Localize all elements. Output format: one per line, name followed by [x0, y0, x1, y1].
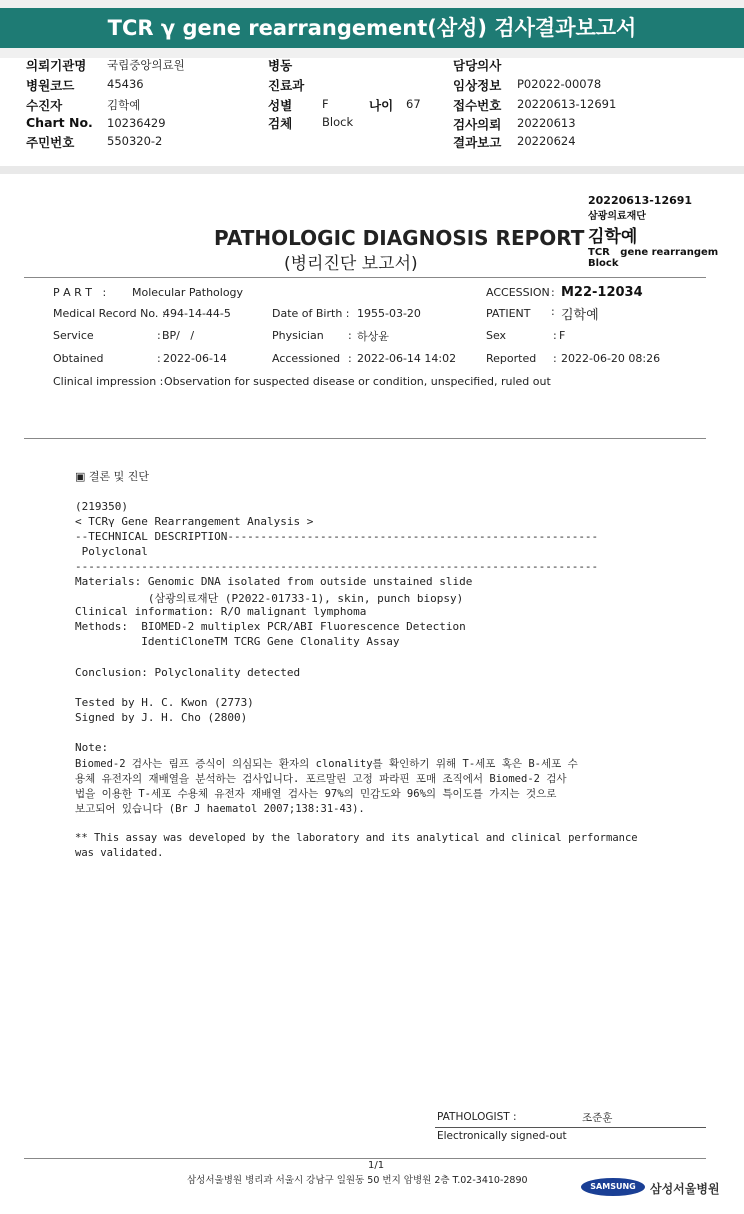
stamp-test: TCR gene rearrangem — [588, 247, 719, 258]
note-line-3: 법을 이용한 T-세포 수용체 유전자 재배열 검사는 97%의 민감도와 96%의 특이도를 가지는 것으로 — [75, 788, 557, 800]
patient-value-2: 김학예 — [561, 308, 599, 323]
section-title: ▣ 결론 및 진단 — [75, 470, 150, 483]
assay-line-1: ** This assay was developed by the laboratory and its analytical and clinical performance — [75, 832, 638, 844]
divider — [24, 438, 706, 439]
service-label: Service — [53, 329, 94, 342]
impression-value: Observation for suspected disease or condition, unspecified, ruled out — [164, 375, 551, 388]
report-date-value: 20220624 — [517, 134, 576, 148]
footer-address: 삼성서울병원 병리과 서울시 강남구 일원동 50 번지 암병원 2층 T.02-3410-2890 — [187, 1175, 528, 1186]
physician-value: 하상윤 — [357, 330, 389, 343]
report-date-label: 결과보고 — [453, 135, 502, 150]
hospital-label: 의뢰기관명 — [26, 58, 87, 73]
physician-colon: : — [348, 329, 352, 342]
accessioned-label: Accessioned — [272, 352, 341, 365]
obtained-label: Obtained — [53, 352, 104, 365]
request-header — [0, 56, 744, 166]
separator-bar — [0, 166, 744, 174]
ward-label: 병동 — [268, 58, 293, 73]
mrn-label: Medical Record No. : — [53, 307, 166, 320]
signed-out: Electronically signed-out — [437, 1130, 567, 1142]
clinical-info: Clinical information: R/O malignant lymphoma — [75, 605, 367, 618]
patient-value: 김학예 — [107, 98, 141, 112]
chart-value: 10236429 — [107, 116, 166, 130]
result-polyclonal: Polyclonal — [75, 545, 148, 558]
materials-line-2: (삼광의료재단 (P2022-01733-1), skin, punch biopsy) — [75, 592, 464, 605]
reported-colon: : — [553, 352, 557, 365]
dob-value: 1955-03-20 — [357, 307, 421, 320]
accession-value: M22-12034 — [561, 285, 643, 300]
note-line-1: Biomed-2 검사는 림프 증식이 의심되는 환자의 clonality를 확인하기 위해 T-세포 혹은 B-세포 수 — [75, 758, 578, 770]
methods-line-2: IdentiCloneTM TCRG Gene Clonality Assay — [75, 635, 400, 648]
accession-colon: : — [551, 286, 555, 299]
service-value: BP/ / — [162, 329, 195, 342]
patient-colon: : — [551, 305, 555, 318]
reported-value: 2022-06-20 08:26 — [561, 352, 661, 365]
specimen-stamp — [588, 194, 718, 269]
methods-line-1: Methods: BIOMED-2 multiplex PCR/ABI Fluorescence Detection — [75, 620, 466, 633]
dash-separator: ------------------------------------------------------------------------------- — [75, 560, 599, 573]
accessioned-colon: : — [348, 352, 352, 365]
hcode-value: 45436 — [107, 77, 144, 91]
accessioned-value: 2022-06-14 14:02 — [357, 352, 457, 365]
id-label: 주민번호 — [26, 135, 75, 150]
clinical-label: 임상정보 — [453, 78, 502, 93]
specimen-value: Block — [322, 115, 354, 129]
id-value: 550320-2 — [107, 134, 163, 148]
analysis-title: < TCRγ Gene Rearrangement Analysis > — [75, 515, 314, 528]
pathologist-label: PATHOLOGIST : — [437, 1111, 517, 1123]
divider — [24, 277, 706, 278]
conclusion: Conclusion: Polyclonality detected — [75, 666, 301, 679]
receipt-label: 접수번호 — [453, 98, 502, 113]
hcode-label: 병원코드 — [26, 78, 75, 93]
dept-label: 진료과 — [268, 78, 305, 93]
sex-colon: : — [553, 329, 557, 342]
hospital-value: 국립중앙의료원 — [107, 58, 185, 72]
hospital-logo-text: 삼성서울병원 — [650, 1182, 720, 1196]
physician-label: Physician — [272, 329, 324, 342]
signed-by: Signed by J. H. Cho (2800) — [75, 711, 248, 724]
page-title: TCR γ gene rearrangement(삼성) 검사결과보고서 — [0, 8, 744, 48]
clinical-value: P02022-00078 — [517, 77, 602, 91]
specimen-label: 검체 — [268, 116, 293, 131]
materials-line-1: Materials: Genomic DNA isolated from outside unstained slide — [75, 575, 473, 588]
pathologist-value: 조준훈 — [582, 1112, 613, 1124]
tech-description: --TECHNICAL DESCRIPTION-------------------------------------------------------- — [75, 530, 599, 543]
tested-by: Tested by H. C. Kwon (2773) — [75, 696, 254, 709]
sex-value-2: F — [559, 329, 566, 342]
reported-label: Reported — [486, 352, 537, 365]
age-label: 나이 — [369, 98, 394, 113]
patient-label: 수진자 — [26, 98, 63, 113]
accession-label: ACCESSION — [486, 286, 550, 299]
service-colon: : — [157, 329, 161, 342]
dob-label: Date of Birth : — [272, 307, 350, 320]
obtained-colon: : — [157, 352, 161, 365]
sex-value: F — [322, 97, 329, 111]
stamp-specimen: Block — [588, 258, 619, 269]
sex-label: 성별 — [268, 98, 293, 113]
obtained-value: 2022-06-14 — [163, 352, 227, 365]
stamp-lab: 삼광의료재단 — [588, 211, 646, 222]
footer-divider — [24, 1158, 706, 1159]
mrn-value: 494-14-44-5 — [163, 307, 231, 320]
age-value: 67 — [406, 97, 421, 111]
doctor-label: 담당의사 — [453, 58, 502, 73]
receipt-value: 20220613-12691 — [517, 97, 617, 111]
sex-label-2: Sex — [486, 329, 507, 342]
patient-label-2: PATIENT — [486, 307, 531, 320]
test-code: (219350) — [75, 500, 128, 513]
note-label: Note: — [75, 741, 109, 754]
impression-label: Clinical impression : — [53, 375, 164, 388]
part-value: Molecular Pathology — [132, 286, 244, 299]
report-title: PATHOLOGIC DIAGNOSIS REPORT — [214, 226, 585, 250]
samsung-logo: SAMSUNG — [581, 1178, 645, 1196]
note-line-4: 보고되어 있습니다 (Br J haematol 2007;138:31-43). — [75, 803, 365, 815]
request-label: 검사의뢰 — [453, 117, 502, 132]
stamp-accession: 20220613-12691 — [588, 194, 693, 207]
assay-line-2: was validated. — [75, 847, 164, 859]
signature-line — [435, 1127, 706, 1128]
note-line-2: 용체 유전자의 재배열을 분석하는 검사입니다. 포르말린 고정 파라핀 포매 조직에서 Biomed-2 검사 — [75, 773, 567, 785]
report-subtitle: (병리진단 보고서) — [284, 254, 418, 274]
stamp-patient: 김학예 — [588, 227, 638, 247]
part-label: P A R T : — [53, 286, 107, 299]
page-number: 1/1 — [368, 1160, 385, 1171]
request-value: 20220613 — [517, 116, 576, 130]
chart-label: Chart No. — [26, 115, 93, 130]
